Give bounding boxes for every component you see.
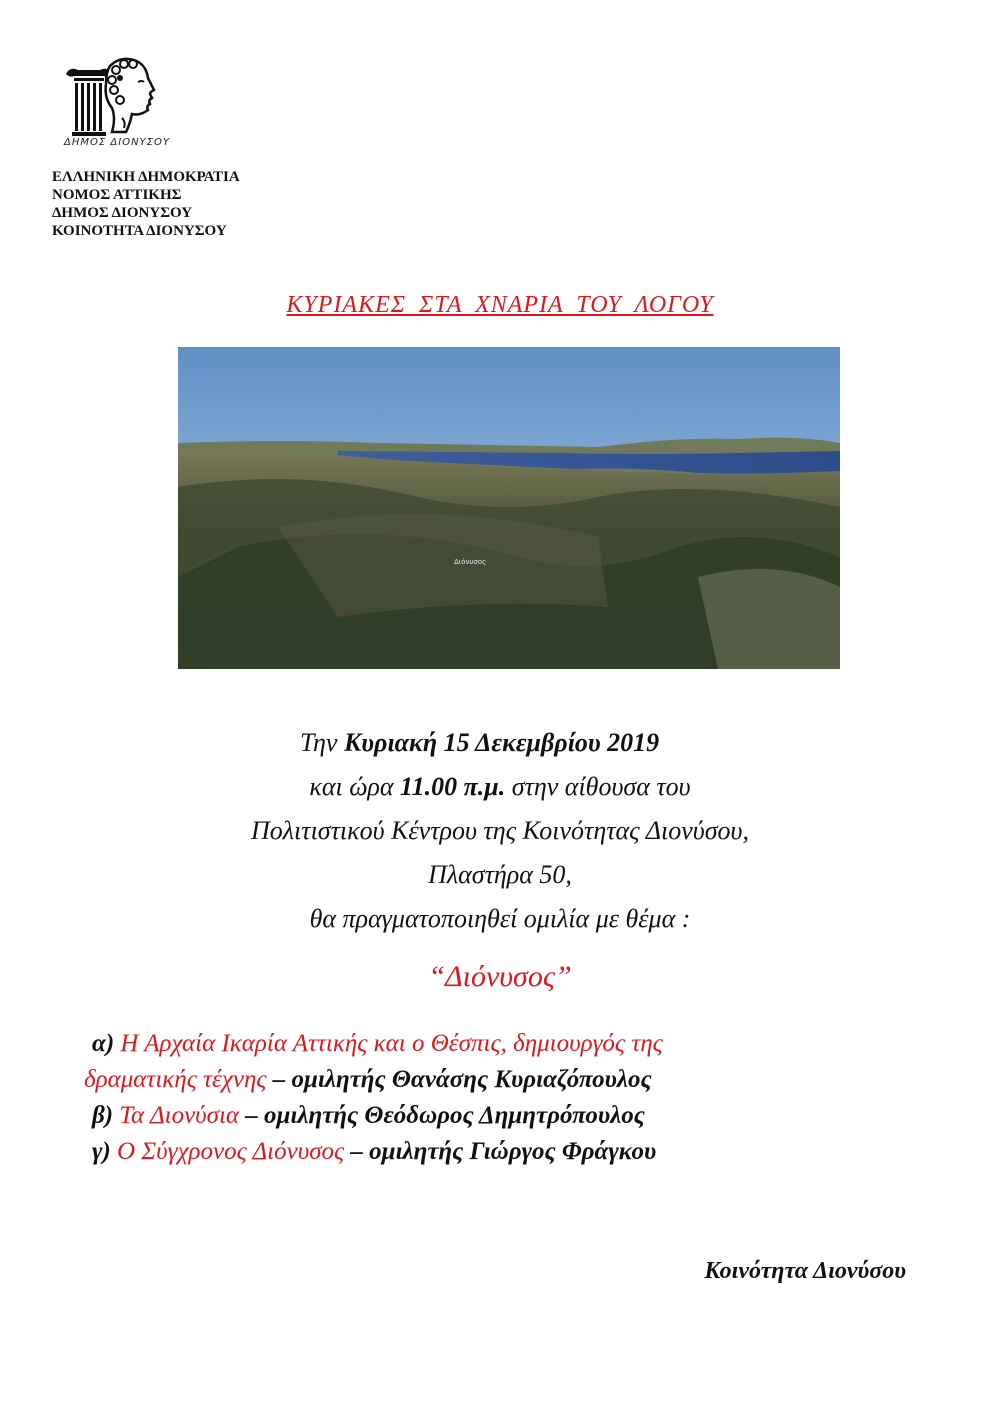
topic-b-speaker: – ομιλητής Θεόδωρος Δημητρόπουλος [239,1102,645,1129]
topic-a-speaker: – ομιλητής Θανάσης Κυριαζόπουλος [266,1066,652,1093]
logo-caption: ΔΗΜΟΣ ΔΙΟΝΥΣΟΥ [64,137,170,148]
topic-b-title: Τα Διονύσια [119,1102,240,1129]
authority-line: ΕΛΛΗΝΙΚΗ ΔΗΜΟΚΡΑΤΙΑ [52,169,240,185]
announcement-line-3: Πολιτιστικού Κέντρου της Κοινότητας Διονύσου, [251,816,749,845]
aerial-landscape-image [178,347,840,669]
event-time: 11.00 π.μ. [400,772,506,801]
topic-a-title: Η Αρχαία Ικαρία Αττικής και ο Θέσπις, δημιουργός της [120,1030,663,1057]
issuing-authority [52,168,240,240]
authority-line: ΔΗΜΟΣ ΔΙΟΝΥΣΟΥ [52,205,193,221]
authority-line: ΝΟΜΟΣ ΑΤΤΙΚΗΣ [52,187,182,203]
lecture-theme: “Διόνυσος” [428,960,572,993]
photo-place-label: Διόνυσος [454,558,487,566]
announcement-line-2: και ώρα 11.00 π.μ. στην αίθουσα του [309,772,691,801]
topic-c-title: Ο Σύγχρονος Διόνυσος [116,1138,345,1165]
announcement-line-5: θα πραγματοποιηθεί ομιλία με θέμα : [309,904,691,933]
topic-a-line-2 [84,1066,652,1094]
event-series-title: ΚΥΡΙΑΚΕΣ ΣΤΑ ΧΝΑΡΙΑ ΤΟΥ ΛΟΓΟΥ [286,292,714,318]
topic-c-speaker: – ομιλητής Γιώργος Φράγκου [344,1138,657,1165]
topic-c: γ) Ο Σύγχρονος Διόνυσος – ομιλητής Γιώργος Φράγκου [92,1138,657,1165]
announcement-line-1: Την Κυριακή 15 Δεκεμβρίου 2019 [300,728,660,757]
topic-a-line-1: α) Η Αρχαία Ικαρία Αττικής και ο Θέσπις, δημιουργός της [92,1030,663,1057]
announcement-line-4: Πλαστήρα 50, [428,860,572,889]
topic-b: β) Τα Διονύσια – ομιλητής Θεόδωρος Δημητρόπουλος [92,1102,645,1129]
authority-line: ΚΟΙΝΟΤΗΤΑ ΔΙΟΝΥΣΟΥ [52,223,227,239]
signature: Κοινότητα Διονύσου [704,1258,906,1284]
event-date: Κυριακή 15 Δεκεμβρίου 2019 [343,728,660,757]
topic-a-title-cont: δραματικής τέχνης [84,1066,267,1093]
